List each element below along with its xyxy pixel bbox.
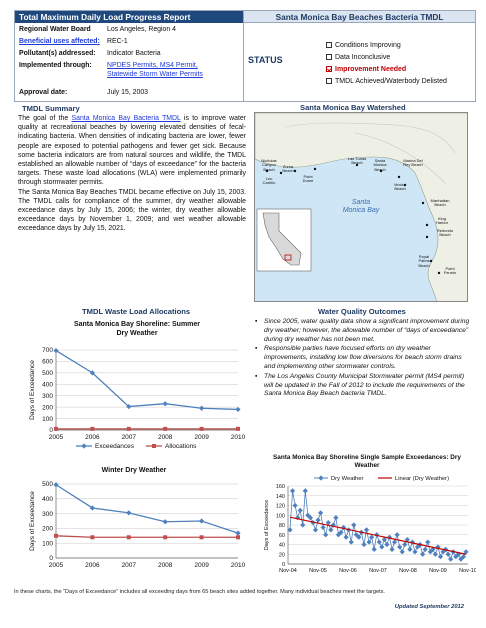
- data-point: [126, 510, 131, 515]
- summary-paragraph-1: The goal of the Santa Monica Bay Bacteria TMDL is to improve water quality at recreational beaches by lowering elevated densities of fecal-indicating bacteria. When densities of indicating bacteria are lower, fewer people are exposed to potential pathogens and fewer get sick. Because some bacteria indicators are from natural sources and wildlife, the TMDL established an allowable number of “days of exceedance” for the bacteria targets. These waste load allocations (WLA) were implemented primarily through stormwater permits.: [18, 115, 246, 187]
- data-point: [199, 518, 204, 523]
- data-point: [384, 542, 389, 547]
- report-title: Total Maximum Daily Load Progress Report: [15, 11, 243, 23]
- data-point: [333, 515, 338, 520]
- y-tick-label: 60: [278, 532, 285, 539]
- watershed-map: [254, 112, 468, 302]
- outcome-item: ▪ Responsible parties have focused efforts on dry weather improvements, installing low flow diversions for beach storm drains and implementing other stormwater controls.: [254, 345, 472, 371]
- y-tick-label: 20: [278, 552, 285, 559]
- data-point: [127, 427, 131, 431]
- data-point: [236, 535, 240, 539]
- y-tick-label: 500: [42, 370, 53, 378]
- legend-marker: [81, 443, 86, 448]
- map-title: Santa Monica Bay Watershed: [300, 103, 406, 112]
- data-point: [163, 535, 167, 539]
- y-tick-label: 300: [42, 392, 53, 400]
- x-tick-label: 2008: [157, 562, 173, 569]
- data-point: [303, 488, 308, 493]
- data-point: [313, 527, 318, 532]
- data-point: [423, 547, 428, 552]
- chart-svg: [252, 454, 476, 582]
- legend-label: Linear (Dry Weather): [395, 476, 450, 482]
- map-label-king-harbor: King Harbor: [435, 216, 449, 226]
- x-tick-label: 2009: [194, 434, 209, 441]
- data-point: [90, 427, 94, 431]
- y-tick-label: 80: [278, 523, 285, 529]
- tmdl-link[interactable]: Santa Monica Bay Bacteria TMDL: [71, 115, 181, 122]
- summary-title: TMDL Summary: [22, 104, 80, 113]
- data-point: [235, 407, 240, 412]
- data-point: [364, 527, 369, 532]
- outcomes-title: Water Quality Outcomes: [318, 307, 406, 316]
- status-improvement-needed: Improvement Needed: [326, 65, 406, 74]
- y-tick-label: 700: [42, 347, 53, 355]
- map-label-zuma: Zuma Beach: [282, 164, 294, 174]
- map-label-manhattan: Manhattan Beach: [430, 198, 450, 208]
- permits-link[interactable]: NPDES Permits, MS4 Permit,: [107, 62, 198, 69]
- y-tick-label: 0: [49, 555, 53, 563]
- data-point: [293, 503, 298, 508]
- y-tick-label: 400: [42, 496, 53, 503]
- x-tick-label: 2005: [48, 434, 64, 441]
- data-point: [163, 427, 167, 431]
- wla-title: TMDL Waste Load Allocations: [82, 307, 191, 316]
- footnote: In these charts, the “Days of Exceedance” includes all exceeding days from 65 beach sites added together. Many individual beaches meet the targets.: [14, 589, 385, 595]
- map-label-point-dume: Point Dume: [302, 174, 314, 184]
- header-right: [244, 11, 475, 101]
- data-point: [389, 547, 394, 552]
- data-point: [163, 519, 168, 524]
- data-point: [163, 401, 168, 406]
- trend-line: [290, 517, 466, 554]
- map-label-bay: Santa Monica Bay: [342, 199, 380, 214]
- data-point: [328, 527, 333, 532]
- data-point: [366, 539, 371, 544]
- chart-svg: [14, 318, 246, 454]
- data-point: [448, 557, 453, 562]
- data-point: [361, 542, 366, 547]
- data-point: [400, 549, 405, 554]
- y-tick-label: 140: [275, 493, 285, 500]
- x-tick-label: Nov-10: [459, 568, 476, 574]
- data-point: [321, 525, 326, 530]
- legend-label: Dry Weather: [331, 476, 364, 482]
- legend-label: Allocations: [165, 443, 197, 451]
- x-tick-label: 2005: [48, 562, 64, 569]
- data-point: [372, 547, 377, 552]
- data-point: [323, 532, 328, 537]
- map-label-venice: Venice Beach: [393, 182, 406, 192]
- x-tick-label: 2010: [230, 562, 246, 569]
- data-point: [395, 532, 400, 537]
- x-tick-label: 2009: [194, 562, 209, 569]
- map-label-nicholas-canyon: Nicholas Canyon Beach: [261, 158, 277, 172]
- series-line: [56, 536, 238, 537]
- header-left: Total Maximum Daily Load Progress Report Regional Water Board Los Angeles, Region 4 Beneficial uses affected: REC-1 Pollutant(s) addressed: Indicator Bacteria Implemented through: NPDES Permits, MS4 Permit, Statewide Storm Water Permits Approval date: July 15, 2003: [15, 11, 244, 101]
- data-point: [438, 554, 443, 559]
- data-point: [235, 531, 240, 536]
- data-point: [200, 427, 204, 431]
- x-tick-label: 2007: [121, 434, 137, 441]
- data-point: [446, 552, 451, 557]
- chart-title: Winter Dry Weather: [101, 467, 167, 474]
- data-point: [200, 535, 204, 539]
- map-label-royal-palms: Royal Palms Beach: [418, 254, 430, 268]
- data-point: [318, 510, 323, 515]
- statewide-permits-link[interactable]: Statewide Storm Water Permits: [107, 71, 203, 78]
- checkbox-icon: [326, 78, 332, 84]
- outcome-item: ▪ The Los Angeles County Municipal Stormwater permit (MS4 permit) will be updated in the Fall of 2012 to include the requirements of the Santa Monica Bay Beach bacteria TMDL.: [254, 373, 472, 399]
- data-point: [397, 544, 402, 549]
- x-tick-label: 2006: [85, 434, 100, 441]
- y-tick-label: 120: [275, 503, 285, 510]
- checkbox-icon: [326, 54, 332, 60]
- x-tick-label: Nov-07: [369, 568, 387, 574]
- y-tick-label: 0: [281, 562, 285, 568]
- data-point: [433, 552, 438, 557]
- map-label-santa-monica: Santa Monica Beach: [373, 158, 387, 172]
- checked-checkbox-icon: [326, 66, 332, 72]
- x-tick-label: 2006: [85, 562, 100, 569]
- tmdl-title: Santa Monica Bay Beaches Bacteria TMDL: [244, 11, 475, 23]
- map-label-marina-del-rey: Marina Del Rey Beach: [403, 158, 423, 168]
- x-tick-label: 2007: [121, 562, 137, 569]
- data-point: [298, 508, 303, 513]
- map-label-redondo: Redondo Beach: [436, 228, 454, 238]
- chart-svg: [14, 466, 246, 580]
- data-point: [54, 534, 58, 538]
- checkbox-icon: [326, 42, 332, 48]
- data-point: [349, 539, 354, 544]
- data-point: [407, 547, 412, 552]
- series-line: [56, 351, 238, 410]
- data-point: [420, 552, 425, 557]
- y-tick-label: 500: [42, 481, 53, 489]
- summary-paragraph-2: The Santa Monica Bay Beaches TMDL became effective on July 15, 2003. The TMDL calls for compliance of the summer, dry weather allowable exceedance days by July 15, 2006; the winter, dry weather allowable exceedance days by November 1, 2009; and wet weather allowable exceedance days by July 15, 2021.: [18, 188, 246, 233]
- chart-title: Santa Monica Bay Shoreline: Summer Dry Weather: [73, 321, 201, 337]
- x-tick-label: Nov-06: [339, 568, 357, 574]
- data-point: [412, 549, 417, 554]
- header-panel: [14, 10, 476, 102]
- data-point: [392, 539, 397, 544]
- data-point: [344, 535, 349, 540]
- y-tick-label: 40: [278, 542, 285, 549]
- y-tick-label: 300: [42, 510, 53, 518]
- y-tick-label: 200: [42, 404, 53, 412]
- legend-marker: [318, 475, 323, 480]
- map-label-leo-carrillo: Leo Carrillo: [262, 176, 276, 186]
- meta-row-implemented: Implemented through: NPDES Permits, MS4 Permit, Statewide Storm Water Permits: [19, 62, 203, 78]
- x-tick-label: Nov-09: [429, 568, 447, 574]
- outcome-item: ▪ Since 2005, water quality data show a significant improvement during dry weather; however, the allowable number of “days of exceedance” during dry weather has not been met.: [254, 318, 472, 344]
- y-axis-label: Days of Exceedance: [29, 491, 36, 551]
- status-data-inconclusive: Data Inconclusive: [326, 53, 390, 62]
- data-point: [402, 542, 407, 547]
- y-axis-label: Days of Exceedance: [29, 360, 36, 420]
- status-label: STATUS: [248, 55, 283, 65]
- winter-dry-weather-chart: [14, 466, 246, 580]
- data-point: [315, 518, 320, 523]
- summer-dry-weather-chart: [14, 318, 246, 454]
- y-tick-label: 200: [42, 525, 53, 533]
- data-point: [425, 539, 430, 544]
- status-conditions-improving: Conditions Improving: [326, 41, 401, 50]
- summary-text: [18, 114, 246, 234]
- data-point: [90, 535, 94, 539]
- data-point: [377, 539, 382, 544]
- map-label-las-tunas: Las Tunas Beach: [347, 156, 367, 166]
- y-tick-label: 600: [42, 358, 53, 366]
- y-tick-label: 100: [42, 415, 53, 423]
- data-point: [300, 522, 305, 527]
- chart-title: Santa Monica Bay Shoreline Single Sample Exceedances: Dry Weather: [273, 454, 461, 469]
- x-tick-label: Nov-08: [399, 568, 417, 574]
- data-point: [290, 488, 295, 493]
- legend-marker: [152, 444, 156, 448]
- y-tick-label: 100: [275, 513, 285, 520]
- y-tick-label: 0: [49, 427, 53, 435]
- single-sample-chart: [252, 454, 476, 582]
- y-tick-label: 100: [42, 540, 53, 548]
- x-tick-label: Nov-04: [279, 568, 297, 574]
- y-tick-label: 160: [275, 484, 285, 490]
- outcomes-list: [254, 318, 472, 400]
- data-point: [54, 427, 58, 431]
- series-line: [56, 485, 238, 533]
- data-point: [236, 427, 240, 431]
- x-tick-label: 2008: [157, 434, 173, 441]
- x-tick-label: 2010: [230, 434, 246, 441]
- map-label-point-fermin: Point Fermin: [443, 266, 457, 276]
- y-axis-label: Days of Exceedance: [264, 499, 270, 551]
- beneficial-uses-link[interactable]: Beneficial uses affected:: [19, 38, 100, 45]
- data-point: [199, 406, 204, 411]
- status-tmdl-achieved: TMDL Achieved/Waterbody Delisted: [326, 77, 447, 86]
- updated-date: Updated September 2012: [394, 604, 464, 610]
- y-tick-label: 400: [42, 381, 53, 389]
- data-point: [127, 535, 131, 539]
- data-point: [351, 522, 356, 527]
- legend-label: Exceedances: [95, 443, 135, 451]
- data-point: [379, 544, 384, 549]
- x-tick-label: Nov-05: [309, 568, 327, 574]
